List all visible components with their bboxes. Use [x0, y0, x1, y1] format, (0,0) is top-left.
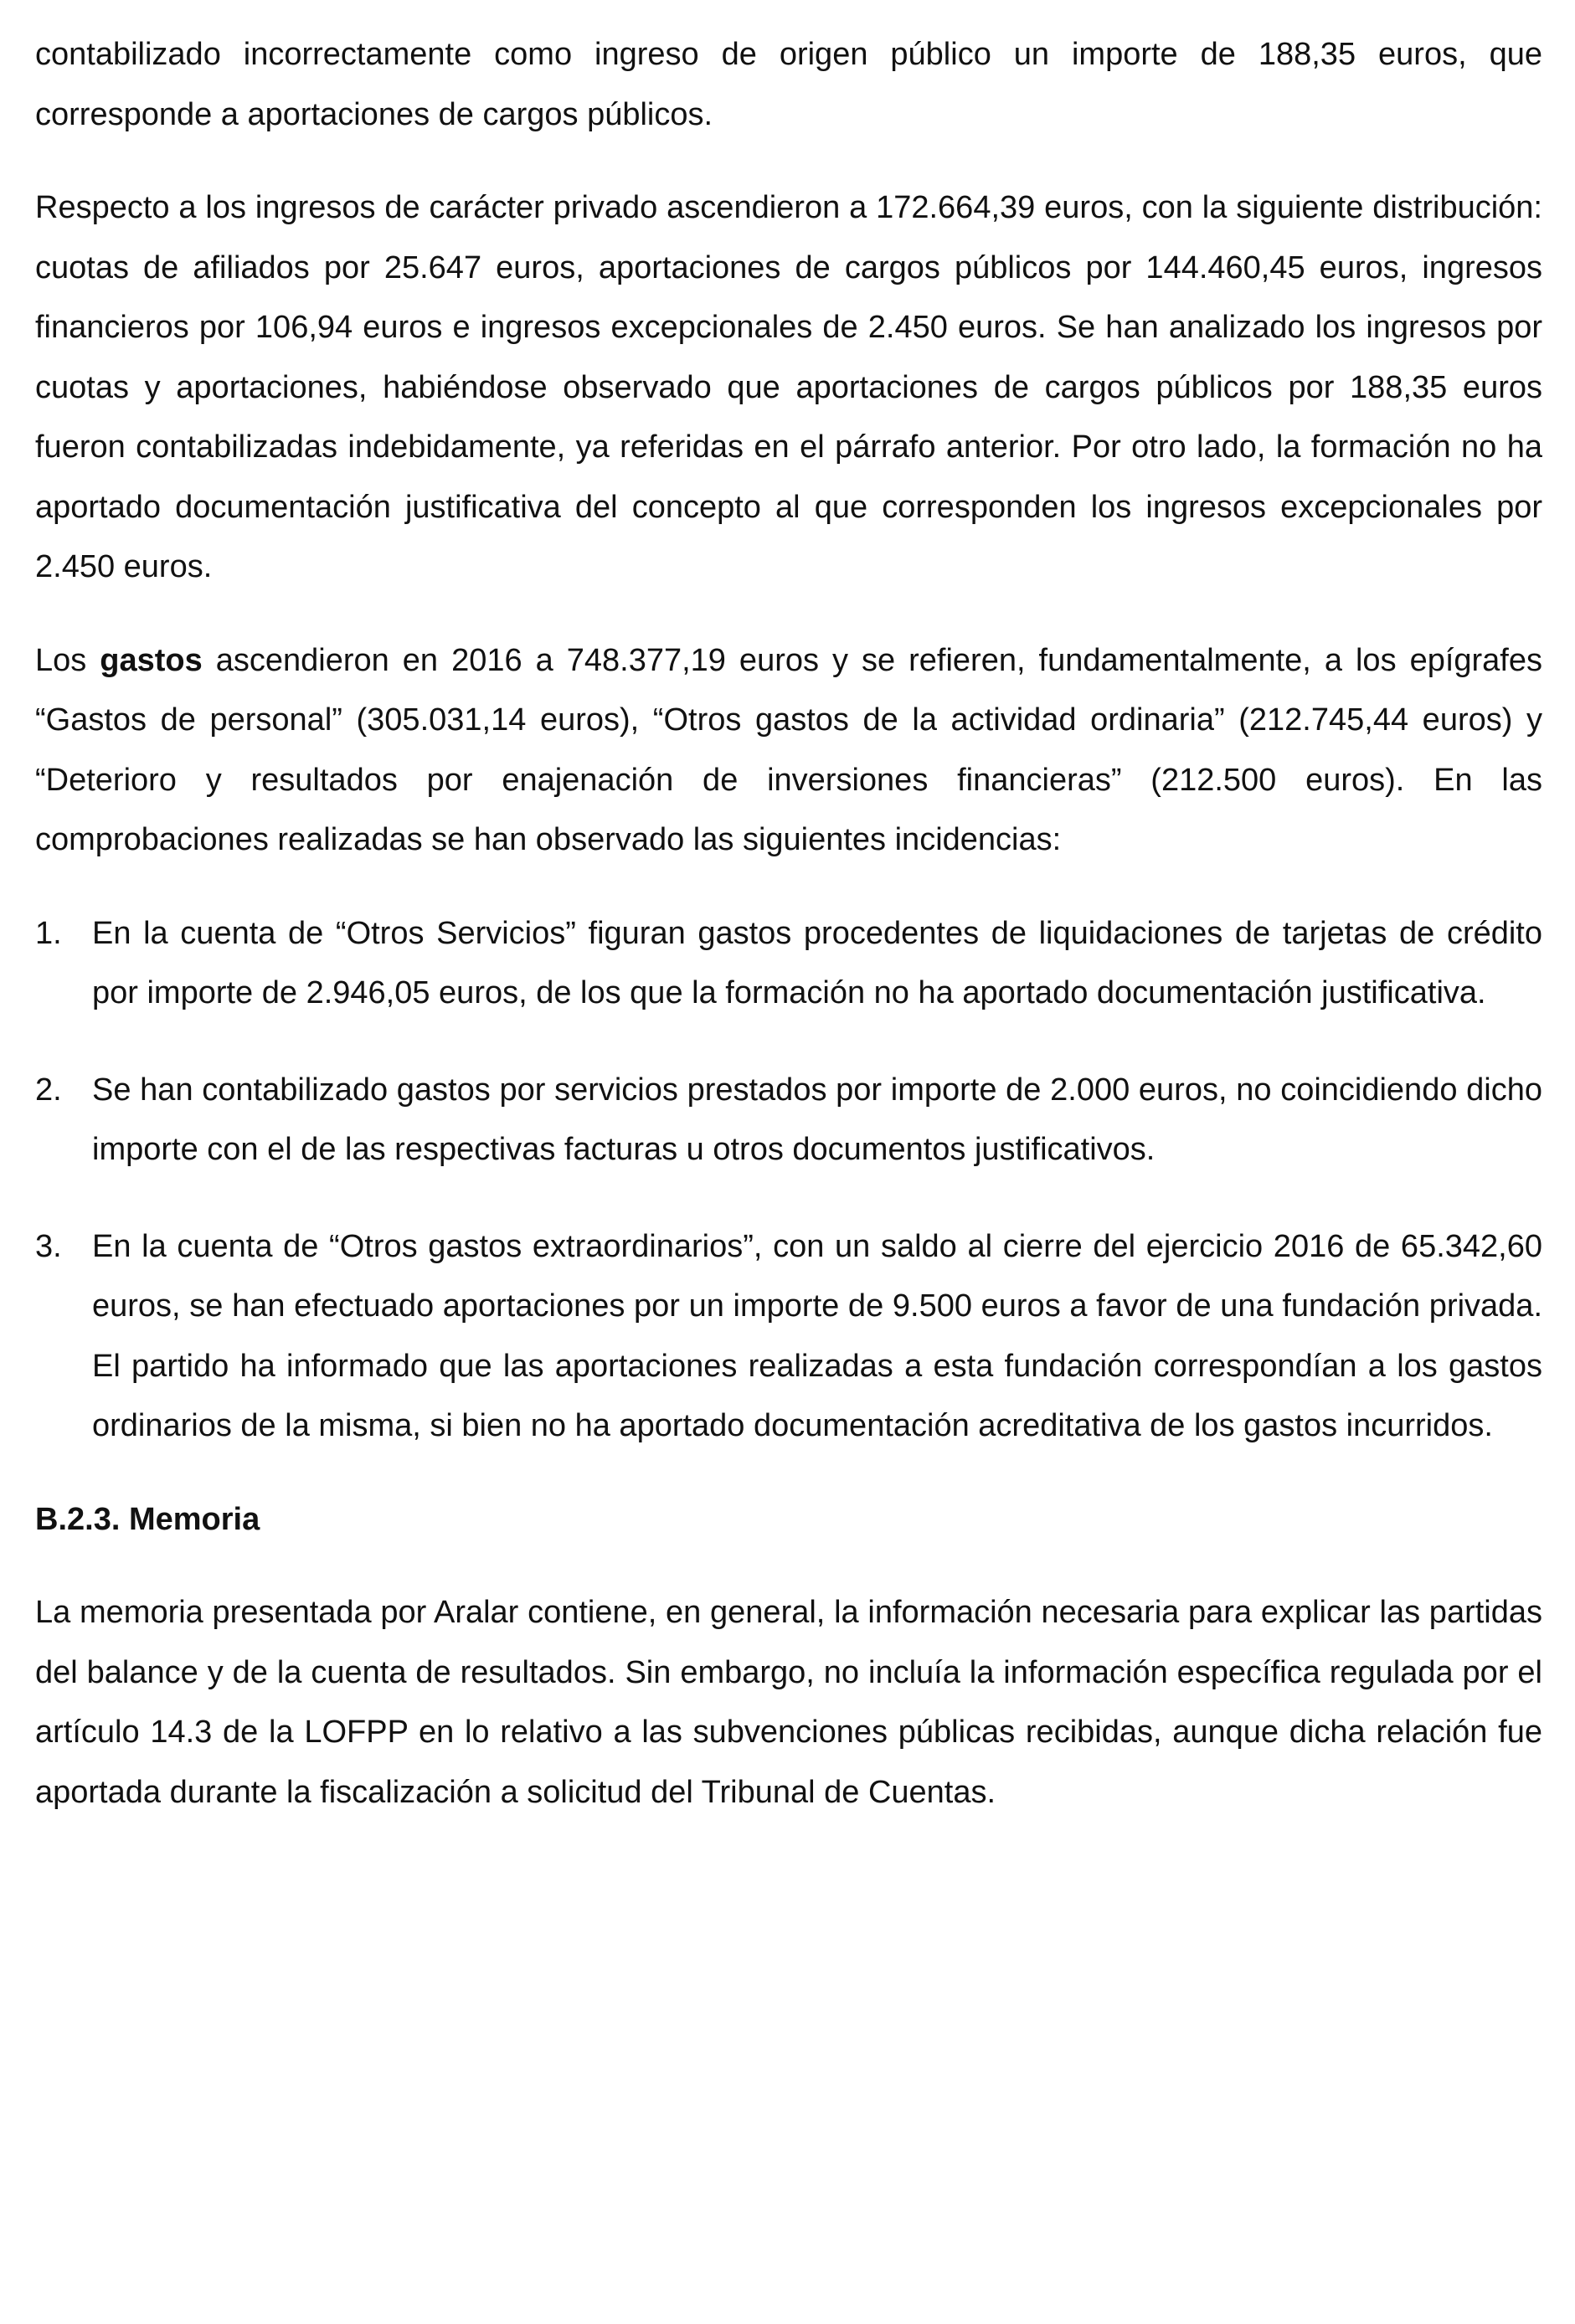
section-heading: B.2.3. Memoria — [35, 1501, 260, 1537]
list-item-text: En la cuenta de “Otros Servicios” figuran gastos procedentes de liquidaciones de tarjetas de crédito por importe de 2.946,05 euros, de los que la formación no ha aportado documentación justificativa. — [92, 915, 1542, 1010]
list-item-number: 3. — [35, 1228, 62, 1264]
list-item-number: 1. — [35, 915, 62, 951]
incidencias-list — [35, 904, 1542, 1457]
paragraph-gap — [35, 145, 1542, 178]
paragraph-gastos — [35, 631, 1542, 871]
gastos-rest: ascendieron en 2016 a 748.377,19 euros y se refieren, fundamentalmente, a los epígrafes “Gastos de personal” (305.031,14 euros), “Otros gastos de la actividad ordinaria” (212.745,44 euros) y “Deterioro y resultados por enajenación de inversiones financieras” (212.500 euros). En las comprobaciones realizadas se han observado las siguientes incidencias: — [35, 642, 1543, 857]
paragraph-ingresos-privados: Respecto a los ingresos de carácter privado ascendieron a 172.664,39 euros, con la siguiente distribución: cuotas de afiliados por 25.647 euros, aportaciones de cargos públicos por 144.460,45 euros, ingresos financieros por 106,94 euros e ingresos excepcionales de 2.450 euros. Se han analizado los ingresos por cuotas y aportaciones, habiéndose observado que aportaciones de cargos públicos por 188,35 euros fueron contabilizadas indebidamente, ya referidas en el párrafo anterior. Por otro lado, la formación no ha aportado documentación justificativa del concepto al que corresponden los ingresos excepcionales por 2.450 euros. — [35, 190, 1542, 584]
paragraph-ingresos-publicos: contabilizado incorrectamente como ingreso de origen público un importe de 188,35 euros, que corresponde a aportaciones de cargos públicos. — [35, 37, 1542, 132]
list-item-text: En la cuenta de “Otros gastos extraordinarios”, con un saldo al cierre del ejercicio 2016 de 65.342,60 euros, se han efectuado aportaciones por un importe de 9.500 euros a favor de una fundación privada. El partido ha informado que las aportaciones realizadas a esta fundación correspondían a los gastos ordinarios de la misma, si bien no ha aportado documentación acreditativa de los gastos incurridos. — [92, 1228, 1542, 1443]
paragraph-gap — [35, 598, 1542, 631]
gastos-bold-term: gastos — [100, 642, 203, 678]
list-item-number: 2. — [35, 1072, 62, 1108]
gastos-prefix: Los — [35, 642, 100, 678]
paragraph-gap — [35, 1550, 1542, 1583]
paragraph-gap — [35, 1457, 1542, 1490]
paragraph-memoria: La memoria presentada por Aralar contiene, en general, la información necesaria para explicar las partidas del balance y de la cuenta de resultados. Sin embargo, no incluía la información específica regulada por el artículo 14.3 de la LOFPP en lo relativo a las subvenciones públicas recibidas, aunque dicha relación fue aportada durante la fiscalización a solicitud del Tribunal de Cuentas. — [35, 1595, 1542, 1810]
list-item — [35, 904, 1542, 1024]
list-item — [35, 1061, 1542, 1180]
list-item-text: Se han contabilizado gastos por servicios prestados por importe de 2.000 euros, no coincidiendo dicho importe con el de las respectivas facturas u otros documentos justificativos. — [92, 1072, 1542, 1167]
list-item — [35, 1217, 1542, 1457]
document-page — [35, 25, 1542, 1823]
paragraph-gap — [35, 871, 1542, 904]
